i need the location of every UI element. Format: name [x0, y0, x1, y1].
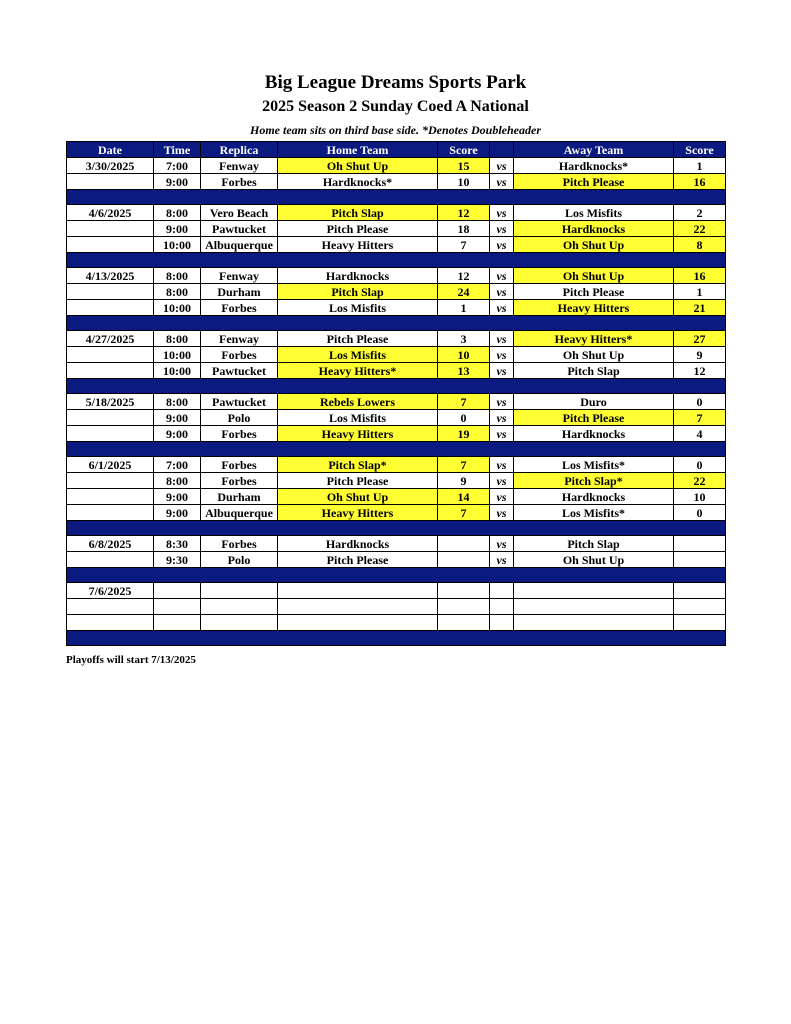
- home-team-cell: Hardknocks: [278, 268, 438, 284]
- time-cell: 10:00: [154, 300, 201, 316]
- away-score-cell: 0: [674, 394, 726, 410]
- game-row: [67, 284, 726, 300]
- away-score-cell: 22: [674, 221, 726, 237]
- date-cell: [67, 505, 154, 521]
- time-cell: [154, 615, 201, 631]
- home-score-cell: 18: [438, 221, 490, 237]
- separator-bar: [67, 379, 726, 394]
- home-score-cell: [438, 599, 490, 615]
- home-team-cell: Heavy Hitters: [278, 505, 438, 521]
- home-score-cell: 3: [438, 331, 490, 347]
- game-row: [67, 237, 726, 253]
- date-cell: [67, 284, 154, 300]
- away-team-cell: Pitch Please: [514, 284, 674, 300]
- away-score-cell: 9: [674, 347, 726, 363]
- separator-bar: [67, 253, 726, 268]
- time-cell: 8:00: [154, 205, 201, 221]
- game-row: [67, 599, 726, 615]
- vs-cell: vs: [490, 174, 514, 190]
- home-team-cell: [278, 583, 438, 599]
- away-team-cell: Los Misfits: [514, 205, 674, 221]
- vs-cell: vs: [490, 158, 514, 174]
- away-score-cell: 21: [674, 300, 726, 316]
- away-score-cell: 10: [674, 489, 726, 505]
- schedule-note: Home team sits on third base side. *Denotes Doubleheader: [250, 123, 541, 137]
- header-replica: Replica: [201, 142, 278, 158]
- away-score-cell: 2: [674, 205, 726, 221]
- away-team-cell: [514, 615, 674, 631]
- home-team-cell: Pitch Please: [278, 331, 438, 347]
- home-score-cell: 10: [438, 174, 490, 190]
- date-cell: [67, 552, 154, 568]
- vs-cell: vs: [490, 205, 514, 221]
- replica-cell: Forbes: [201, 347, 278, 363]
- away-score-cell: 0: [674, 457, 726, 473]
- separator-bar: [67, 631, 726, 646]
- game-row: [67, 268, 726, 284]
- date-cell: [67, 174, 154, 190]
- away-team-cell: Hardknocks*: [514, 158, 674, 174]
- replica-cell: Fenway: [201, 268, 278, 284]
- time-cell: 8:30: [154, 536, 201, 552]
- game-row: [67, 221, 726, 237]
- away-team-cell: Los Misfits*: [514, 505, 674, 521]
- vs-cell: vs: [490, 536, 514, 552]
- separator-bar: [67, 568, 726, 583]
- away-team-cell: Oh Shut Up: [514, 237, 674, 253]
- home-score-cell: [438, 536, 490, 552]
- home-score-cell: 7: [438, 505, 490, 521]
- time-cell: 10:00: [154, 237, 201, 253]
- replica-cell: Forbes: [201, 300, 278, 316]
- vs-cell: [490, 583, 514, 599]
- home-team-cell: Pitch Please: [278, 221, 438, 237]
- home-team-cell: [278, 615, 438, 631]
- home-team-cell: Pitch Please: [278, 473, 438, 489]
- replica-cell: Fenway: [201, 158, 278, 174]
- home-score-cell: 7: [438, 394, 490, 410]
- vs-cell: vs: [490, 363, 514, 379]
- away-team-cell: Pitch Slap*: [514, 473, 674, 489]
- separator-bar: [67, 442, 726, 457]
- vs-cell: vs: [490, 284, 514, 300]
- home-team-cell: [278, 599, 438, 615]
- date-cell: [67, 615, 154, 631]
- time-cell: [154, 599, 201, 615]
- away-score-cell: 1: [674, 284, 726, 300]
- home-score-cell: 24: [438, 284, 490, 300]
- separator-row: [67, 568, 726, 583]
- home-team-cell: Rebels Lowers: [278, 394, 438, 410]
- replica-cell: Fenway: [201, 331, 278, 347]
- replica-cell: Forbes: [201, 473, 278, 489]
- separator-row: [67, 631, 726, 646]
- away-team-cell: Pitch Slap: [514, 536, 674, 552]
- replica-cell: [201, 599, 278, 615]
- home-team-cell: Los Misfits: [278, 410, 438, 426]
- vs-cell: vs: [490, 410, 514, 426]
- vs-cell: [490, 615, 514, 631]
- vs-cell: vs: [490, 347, 514, 363]
- away-score-cell: [674, 599, 726, 615]
- game-row: [67, 205, 726, 221]
- time-cell: 9:00: [154, 221, 201, 237]
- vs-cell: vs: [490, 552, 514, 568]
- game-row: [67, 489, 726, 505]
- home-score-cell: 15: [438, 158, 490, 174]
- vs-cell: vs: [490, 489, 514, 505]
- header-away-team: Away Team: [514, 142, 674, 158]
- vs-cell: vs: [490, 221, 514, 237]
- header-time: Time: [154, 142, 201, 158]
- header-vs: [490, 142, 514, 158]
- vs-cell: vs: [490, 268, 514, 284]
- game-row: [67, 347, 726, 363]
- home-team-cell: Pitch Slap: [278, 284, 438, 300]
- date-cell: [67, 426, 154, 442]
- home-team-cell: Hardknocks*: [278, 174, 438, 190]
- away-team-cell: Heavy Hitters*: [514, 331, 674, 347]
- time-cell: 9:00: [154, 426, 201, 442]
- date-cell: [67, 363, 154, 379]
- replica-cell: Vero Beach: [201, 205, 278, 221]
- home-team-cell: Heavy Hitters*: [278, 363, 438, 379]
- replica-cell: [201, 615, 278, 631]
- schedule-table: [66, 141, 726, 646]
- home-score-cell: 9: [438, 473, 490, 489]
- away-team-cell: Heavy Hitters: [514, 300, 674, 316]
- game-row: [67, 410, 726, 426]
- away-score-cell: [674, 615, 726, 631]
- away-score-cell: [674, 536, 726, 552]
- home-score-cell: 14: [438, 489, 490, 505]
- date-cell: [67, 489, 154, 505]
- replica-cell: Albuquerque: [201, 505, 278, 521]
- date-cell: 3/30/2025: [67, 158, 154, 174]
- home-team-cell: Los Misfits: [278, 300, 438, 316]
- home-team-cell: Pitch Slap: [278, 205, 438, 221]
- date-cell: [67, 473, 154, 489]
- time-cell: 8:00: [154, 331, 201, 347]
- away-score-cell: 0: [674, 505, 726, 521]
- away-team-cell: Hardknocks: [514, 489, 674, 505]
- game-row: [67, 331, 726, 347]
- header-away-score: Score: [674, 142, 726, 158]
- separator-bar: [67, 316, 726, 331]
- game-row: [67, 158, 726, 174]
- game-row: [67, 536, 726, 552]
- home-score-cell: 13: [438, 363, 490, 379]
- time-cell: 9:00: [154, 174, 201, 190]
- replica-cell: Durham: [201, 284, 278, 300]
- away-team-cell: Hardknocks: [514, 221, 674, 237]
- date-cell: [67, 410, 154, 426]
- away-team-cell: Hardknocks: [514, 426, 674, 442]
- away-score-cell: 1: [674, 158, 726, 174]
- home-score-cell: 19: [438, 426, 490, 442]
- header-home-team: Home Team: [278, 142, 438, 158]
- away-team-cell: Oh Shut Up: [514, 347, 674, 363]
- date-cell: [67, 300, 154, 316]
- game-row: [67, 394, 726, 410]
- home-score-cell: 12: [438, 268, 490, 284]
- vs-cell: vs: [490, 331, 514, 347]
- away-score-cell: 27: [674, 331, 726, 347]
- page-subtitle: 2025 Season 2 Sunday Coed A National: [262, 98, 529, 115]
- game-row: [67, 583, 726, 599]
- home-team-cell: Pitch Slap*: [278, 457, 438, 473]
- away-score-cell: [674, 583, 726, 599]
- away-score-cell: 7: [674, 410, 726, 426]
- game-row: [67, 457, 726, 473]
- time-cell: 9:00: [154, 505, 201, 521]
- time-cell: 7:00: [154, 457, 201, 473]
- time-cell: 9:30: [154, 552, 201, 568]
- home-score-cell: 7: [438, 457, 490, 473]
- home-score-cell: 7: [438, 237, 490, 253]
- away-team-cell: Oh Shut Up: [514, 268, 674, 284]
- date-cell: [67, 599, 154, 615]
- replica-cell: Forbes: [201, 536, 278, 552]
- home-score-cell: 12: [438, 205, 490, 221]
- date-cell: 6/1/2025: [67, 457, 154, 473]
- replica-cell: Pawtucket: [201, 394, 278, 410]
- date-cell: 5/18/2025: [67, 394, 154, 410]
- time-cell: 9:00: [154, 410, 201, 426]
- replica-cell: Pawtucket: [201, 221, 278, 237]
- away-score-cell: 4: [674, 426, 726, 442]
- replica-cell: Forbes: [201, 457, 278, 473]
- game-row: [67, 300, 726, 316]
- date-cell: [67, 347, 154, 363]
- date-cell: 6/8/2025: [67, 536, 154, 552]
- game-row: [67, 174, 726, 190]
- separator-row: [67, 190, 726, 205]
- time-cell: 10:00: [154, 347, 201, 363]
- time-cell: 9:00: [154, 489, 201, 505]
- separator-row: [67, 521, 726, 536]
- time-cell: 8:00: [154, 394, 201, 410]
- game-row: [67, 615, 726, 631]
- home-team-cell: Heavy Hitters: [278, 237, 438, 253]
- away-score-cell: 16: [674, 174, 726, 190]
- away-team-cell: Oh Shut Up: [514, 552, 674, 568]
- home-score-cell: 0: [438, 410, 490, 426]
- header-row: [67, 142, 726, 158]
- vs-cell: vs: [490, 505, 514, 521]
- replica-cell: Albuquerque: [201, 237, 278, 253]
- date-cell: [67, 221, 154, 237]
- vs-cell: [490, 599, 514, 615]
- separator-row: [67, 316, 726, 331]
- replica-cell: [201, 583, 278, 599]
- away-team-cell: [514, 599, 674, 615]
- replica-cell: Forbes: [201, 174, 278, 190]
- away-team-cell: Pitch Please: [514, 410, 674, 426]
- date-cell: 7/6/2025: [67, 583, 154, 599]
- away-score-cell: 16: [674, 268, 726, 284]
- separator-row: [67, 442, 726, 457]
- date-cell: 4/13/2025: [67, 268, 154, 284]
- away-team-cell: Pitch Please: [514, 174, 674, 190]
- home-score-cell: [438, 615, 490, 631]
- schedule-body: [67, 158, 726, 646]
- time-cell: [154, 583, 201, 599]
- separator-row: [67, 379, 726, 394]
- header-home-score: Score: [438, 142, 490, 158]
- separator-row: [67, 253, 726, 268]
- replica-cell: Polo: [201, 552, 278, 568]
- date-cell: 4/6/2025: [67, 205, 154, 221]
- separator-bar: [67, 190, 726, 205]
- date-cell: 4/27/2025: [67, 331, 154, 347]
- home-team-cell: Los Misfits: [278, 347, 438, 363]
- home-score-cell: 1: [438, 300, 490, 316]
- replica-cell: Forbes: [201, 426, 278, 442]
- time-cell: 8:00: [154, 268, 201, 284]
- separator-bar: [67, 521, 726, 536]
- away-score-cell: 12: [674, 363, 726, 379]
- home-team-cell: Pitch Please: [278, 552, 438, 568]
- home-team-cell: Heavy Hitters: [278, 426, 438, 442]
- vs-cell: vs: [490, 473, 514, 489]
- vs-cell: vs: [490, 394, 514, 410]
- away-score-cell: [674, 552, 726, 568]
- home-score-cell: [438, 583, 490, 599]
- home-team-cell: Oh Shut Up: [278, 489, 438, 505]
- game-row: [67, 473, 726, 489]
- date-cell: [67, 237, 154, 253]
- header-date: Date: [67, 142, 154, 158]
- playoffs-note: Playoffs will start 7/13/2025: [66, 654, 196, 666]
- away-score-cell: 22: [674, 473, 726, 489]
- replica-cell: Durham: [201, 489, 278, 505]
- vs-cell: vs: [490, 237, 514, 253]
- vs-cell: vs: [490, 457, 514, 473]
- time-cell: 7:00: [154, 158, 201, 174]
- replica-cell: Pawtucket: [201, 363, 278, 379]
- game-row: [67, 363, 726, 379]
- time-cell: 8:00: [154, 284, 201, 300]
- home-team-cell: Oh Shut Up: [278, 158, 438, 174]
- home-team-cell: Hardknocks: [278, 536, 438, 552]
- away-team-cell: [514, 583, 674, 599]
- game-row: [67, 552, 726, 568]
- game-row: [67, 426, 726, 442]
- time-cell: 10:00: [154, 363, 201, 379]
- away-team-cell: Pitch Slap: [514, 363, 674, 379]
- page-title: Big League Dreams Sports Park: [264, 72, 527, 93]
- away-score-cell: 8: [674, 237, 726, 253]
- home-score-cell: [438, 552, 490, 568]
- home-score-cell: 10: [438, 347, 490, 363]
- vs-cell: vs: [490, 300, 514, 316]
- game-row: [67, 505, 726, 521]
- away-team-cell: Duro: [514, 394, 674, 410]
- replica-cell: Polo: [201, 410, 278, 426]
- away-team-cell: Los Misfits*: [514, 457, 674, 473]
- time-cell: 8:00: [154, 473, 201, 489]
- vs-cell: vs: [490, 426, 514, 442]
